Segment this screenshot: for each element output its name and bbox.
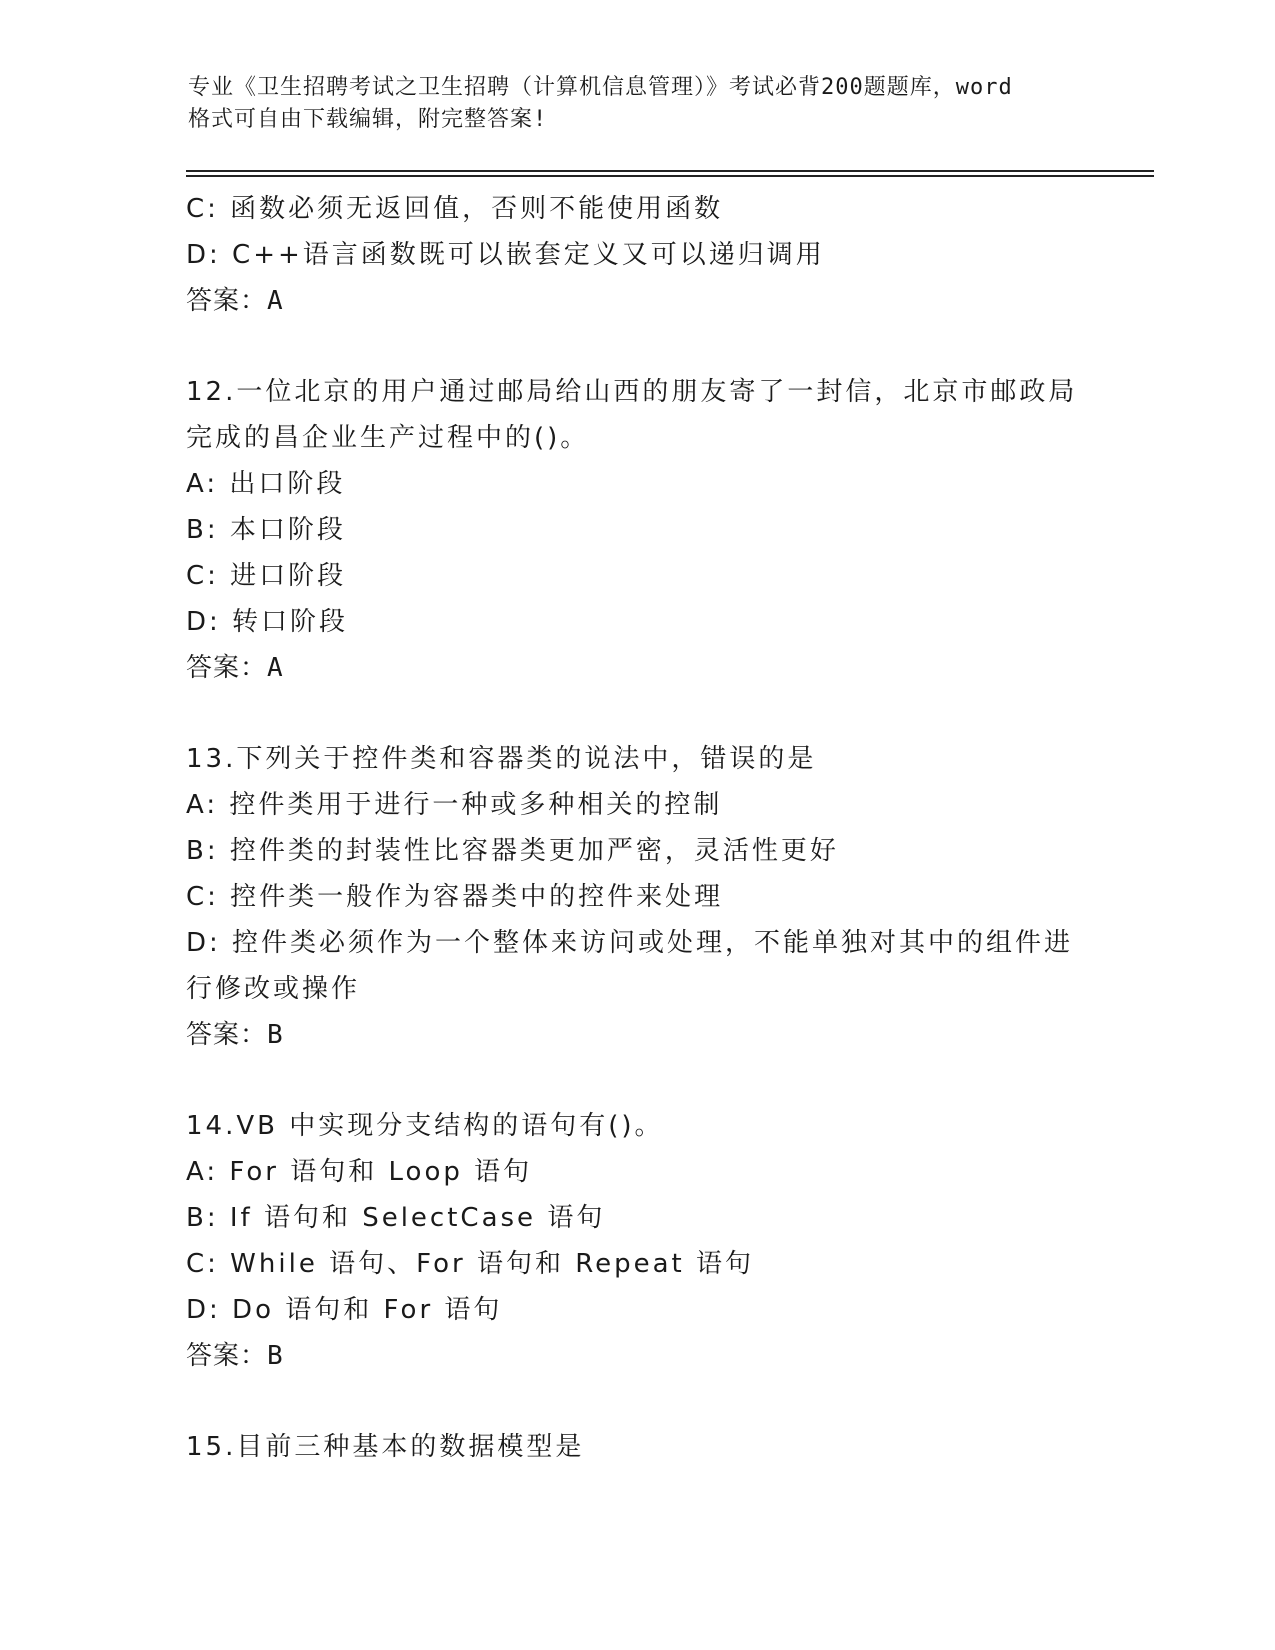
option-d: D: 控件类必须作为一个整体来访问或处理，不能单独对其中的组件进 [186,928,1074,958]
option-a: A: 出口阶段 [186,469,346,499]
document-header [188,72,1088,136]
option-d: D: 转口阶段 [186,607,349,637]
answer-line: 答案：A [186,286,284,316]
answer-line: 答案：B [186,1020,284,1050]
option-c: C: 控件类一般作为容器类中的控件来处理 [186,882,724,912]
spacer [186,324,1106,369]
question-12 [186,369,1106,691]
question-body [186,186,1106,1470]
question-14 [186,1103,1106,1379]
question-15 [186,1424,1106,1470]
option-b: B: 本口阶段 [186,515,346,545]
spacer [186,1058,1106,1103]
prev-question-fragment [186,186,1106,324]
answer-line: 答案：B [186,1341,284,1371]
option-a: A: For 语句和 Loop 语句 [186,1157,533,1187]
option-c: C: While 语句、For 语句和 Repeat 语句 [186,1249,755,1279]
option-d: D: Do 语句和 For 语句 [186,1295,503,1325]
answer-line: 答案：A [186,653,284,683]
question-stem: 14.VB 中实现分支结构的语句有()。 [186,1111,664,1141]
option-b: B: 控件类的封装性比容器类更加严密，灵活性更好 [186,836,839,866]
spacer [186,691,1106,736]
header-line-1: 专业《卫生招聘考试之卫生招聘（计算机信息管理）》考试必背200题题库，word [188,75,1013,100]
question-stem: 13.下列关于控件类和容器类的说法中，错误的是 [186,744,817,774]
header-line-2: 格式可自由下载编辑，附完整答案! [188,107,548,132]
question-stem-continued: 完成的昌企业生产过程中的()。 [186,423,590,453]
option-a: A: 控件类用于进行一种或多种相关的控制 [186,790,723,820]
option-c: C: 函数必须无返回值，否则不能使用函数 [186,194,724,224]
question-13 [186,736,1106,1058]
header-rule-bottom [186,175,1154,177]
question-stem: 12.一位北京的用户通过邮局给山西的朋友寄了一封信，北京市邮政局 [186,377,1078,407]
header-rule-top [186,170,1154,172]
option-d-continued: 行修改或操作 [186,974,361,1004]
option-d: D: C++语言函数既可以嵌套定义又可以递归调用 [186,240,825,270]
option-c: C: 进口阶段 [186,561,347,591]
question-stem: 15.目前三种基本的数据模型是 [186,1432,585,1462]
option-b: B: If 语句和 SelectCase 语句 [186,1203,606,1233]
spacer [186,1379,1106,1424]
